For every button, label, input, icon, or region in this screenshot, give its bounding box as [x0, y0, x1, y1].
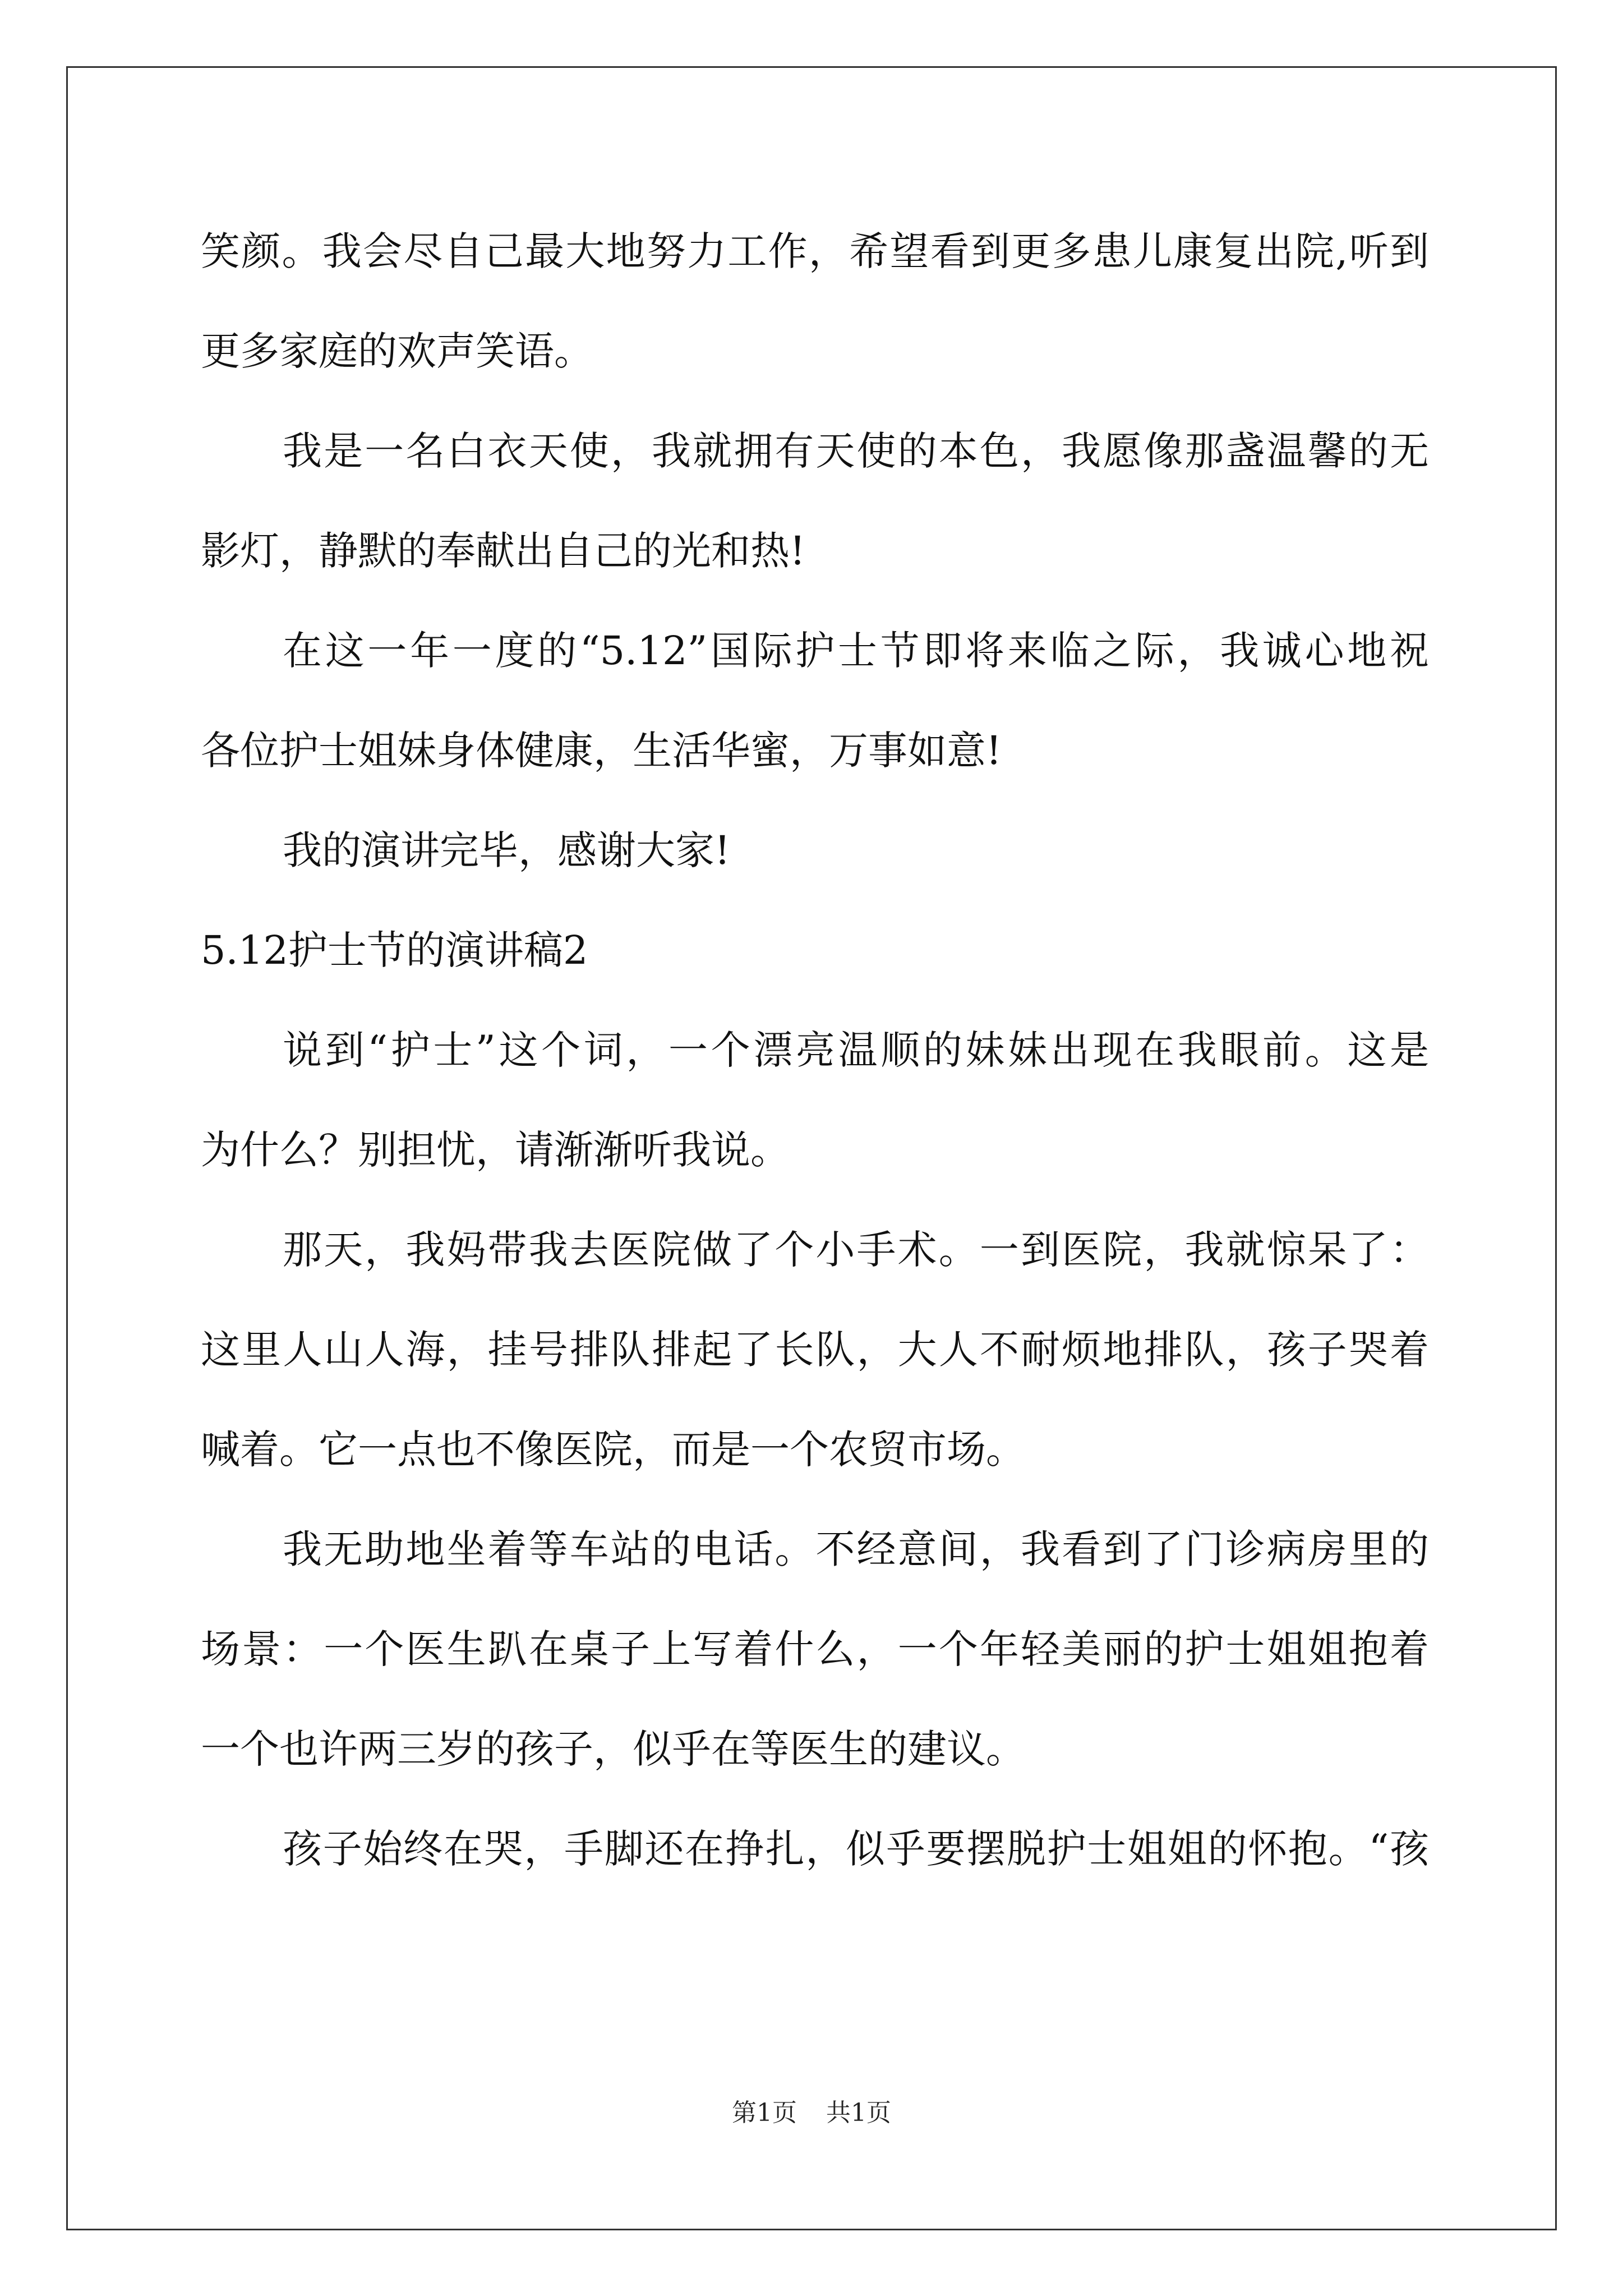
paragraph-start-line: 那天，我妈带我去医院做了个小手术。一到医院，我就惊呆了： [283, 1227, 1429, 1273]
text-line: 为什么？别担忧，请渐渐听我说。 [201, 1127, 790, 1173]
paragraph-start-line: 在这一年一度的“5.12”国际护士节即将来临之际，我诚心地祝 [283, 628, 1429, 674]
page-number-total: 共1页 [826, 2099, 891, 2127]
paragraph-start-line: 我的演讲完毕，感谢大家! [283, 827, 731, 873]
text-line: 一个也许两三岁的孩子，似乎在等医生的建议。 [201, 1726, 1025, 1772]
text-line: 笑颜。我会尽自己最大地努力工作，希望看到更多患儿康复出院,听到 [201, 228, 1429, 274]
text-line: 影灯，静默的奉献出自己的光和热! [201, 528, 806, 574]
section-heading: 5.12护士节的演讲稿2 [201, 927, 588, 973]
text-line: 各位护士姐妹身体健康，生活华蜜，万事如意! [201, 728, 1002, 774]
text-line: 喊着。它一点也不像医院，而是一个农贸市场。 [201, 1427, 1025, 1473]
text-line: 更多家庭的欢声笑语。 [201, 328, 593, 374]
text-line: 场景：一个医生趴在桌子上写着什么，一个年轻美丽的护士姐姐抱着 [201, 1626, 1429, 1672]
page-footer [0, 2092, 1623, 2128]
text-line: 这里人山人海，挂号排队排起了长队，大人不耐烦地排队，孩子哭着 [201, 1327, 1429, 1373]
paragraph-start-line: 孩子始终在哭，手脚还在挣扎，似乎要摆脱护士姐姐的怀抱。“孩 [283, 1826, 1429, 1872]
page-number-current: 第1页 [732, 2099, 797, 2127]
paragraph-start-line: 说到“护士”这个词，一个漂亮温顺的妹妹出现在我眼前。这是 [283, 1027, 1429, 1073]
document-body [201, 209, 1429, 1906]
paragraph-start-line: 我是一名白衣天使，我就拥有天使的本色，我愿像那盏温馨的无 [283, 428, 1429, 474]
paragraph-start-line: 我无助地坐着等车站的电话。不经意间，我看到了门诊病房里的 [283, 1526, 1429, 1572]
